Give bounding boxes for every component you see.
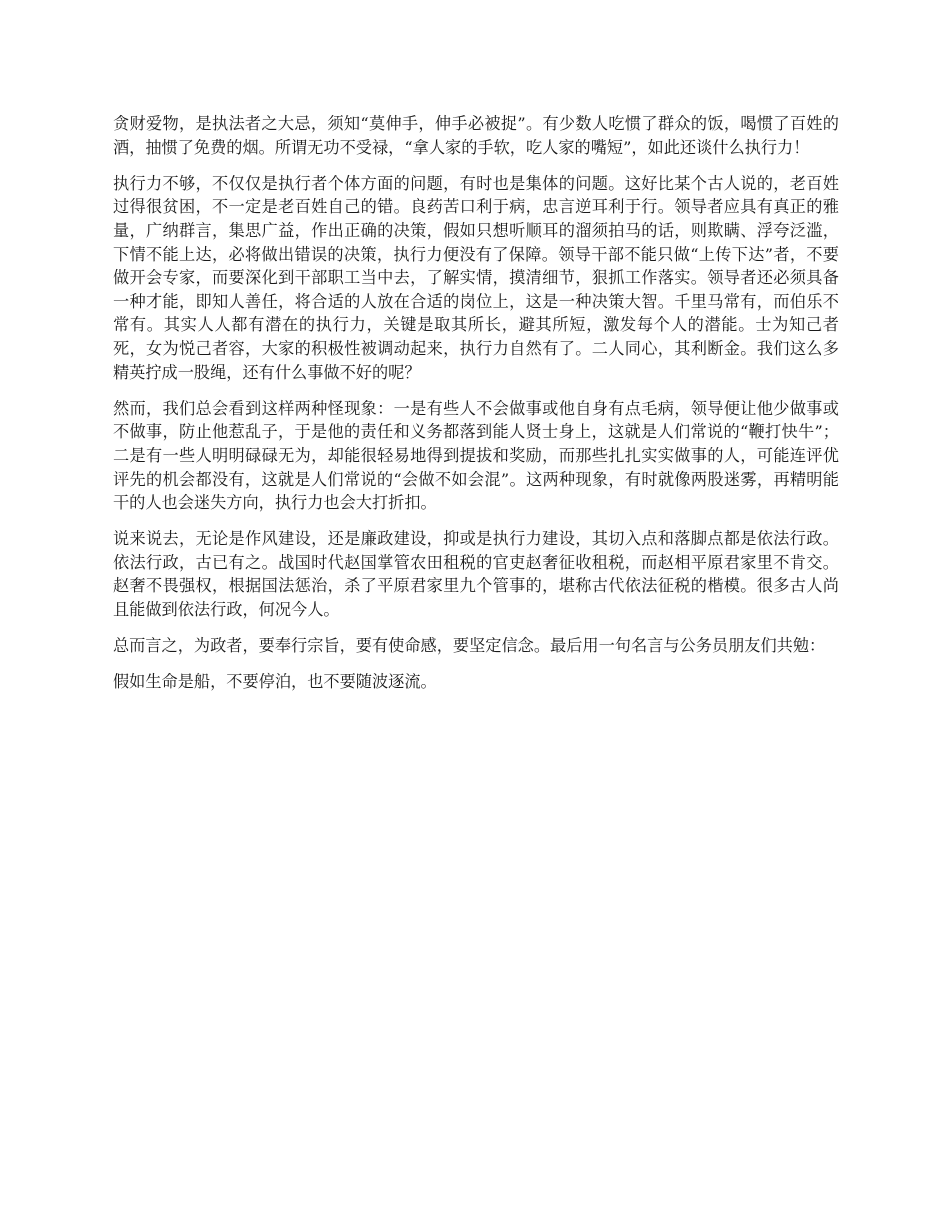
paragraph-2: 执行力不够，不仅仅是执行者个体方面的问题，有时也是集体的问题。这好比某个古人说的，老百姓过得很贫困，不一定是老百姓自己的错。良药苦口利于病，忠言逆耳利于行。领导者应具有真正的雅量，广纳群言，集思广益，作出正确的决策，假如只想听顺耳的溜须拍马的话，则欺瞒、浮夸泛滥，下情不能上达，必将做出错误的决策，执行力便没有了保障。领导干部不能只做“上传下达”者，不要做开会专家，而要深化到干部职工当中去，了解实情，摸清细节，狠抓工作落实。领导者还必须具备一种才能，即知人善任，将合适的人放在合适的岗位上，这是一种决策大智。千里马常有，而伯乐不常有。其实人人都有潜在的执行力，关键是取其所长，避其所短，激发每个人的潜能。士为知己者死，女为悦己者容，大家的积极性被调动起来，执行力自然有了。二人同心，其利断金。我们这么多精英拧成一股绳，还有什么事做不好的呢？ [113, 173, 839, 382]
paragraph-5: 总而言之，为政者，要奉行宗旨，要有使命感，要坚定信念。最后用一句名言与公务员朋友们共勉： [113, 636, 826, 656]
paragraph-4: 说来说去，无论是作风建设，还是廉政建设，抑或是执行力建设，其切入点和落脚点都是依法行政。依法行政，古已有之。战国时代赵国掌管农田租税的官吏赵奢征收租税，而赵相平原君家里不肯交。赵奢不畏强权，根据国法惩治，杀了平原君家里九个管事的，堪称古代依法征税的楷模。很多古人尚且能做到依法行政，何况今人。 [113, 529, 839, 620]
paragraph-1: 贪财爱物，是执法者之大忌，须知“莫伸手，伸手必被捉”。有少数人吃惯了群众的饭，喝惯了百姓的酒，抽惯了免费的烟。所谓无功不受禄，“拿人家的手软，吃人家的嘴短”，如此还谈什么执行力！ [113, 114, 839, 157]
paragraph-3: 然而，我们总会看到这样两种怪现象：一是有些人不会做事或他自身有点毛病，领导便让他少做事或不做事，防止他惹乱子，于是他的责任和义务都落到能人贤士身上，这就是人们常说的“鞭打快牛”；二是有一些人明明碌碌无为，却能很轻易地得到提拔和奖励，而那些扎扎实实做事的人，可能连评优评先的机会都没有，这就是人们常说的“会做不如会混”。这两种现象，有时就像两股迷雾，再精明能干的人也会迷失方向，执行力也会大打折扣。 [113, 398, 839, 513]
document-body [113, 112, 839, 707]
paragraph-6: 假如生命是船，不要停泊，也不要随波逐流。 [113, 672, 437, 692]
